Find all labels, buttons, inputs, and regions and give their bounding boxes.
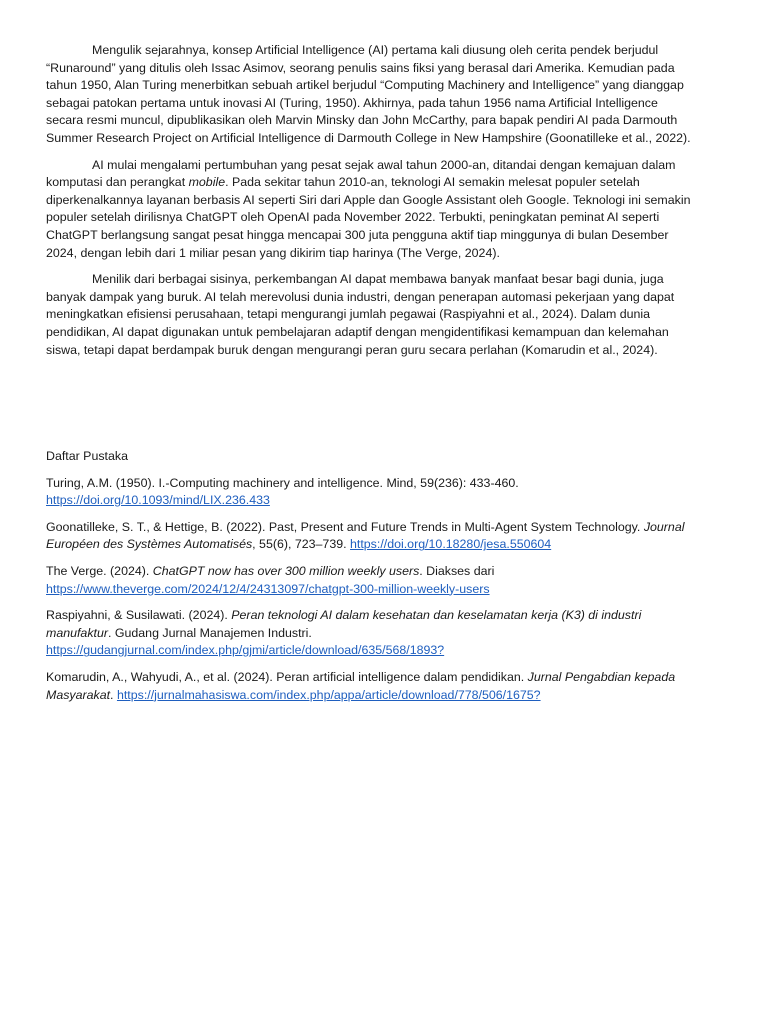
reference-text: . Gudang Jurnal Manajemen Industri. (107, 625, 312, 640)
bibliography-heading: Daftar Pustaka (46, 449, 128, 464)
paragraph-history (46, 42, 696, 148)
reference-raspiyahni (46, 607, 696, 660)
reference-link-komarudin[interactable]: https://jurnalmahasiswa.com/index.php/appa/article/download/778/506/1675? (116, 687, 541, 702)
paragraph-growth (46, 157, 696, 263)
reference-text: The Verge. (2024). (46, 564, 150, 579)
reference-text: Komarudin, A., Wahyudi, A., et al. (2024). Peran artificial intelligence dalam pendidikan. (46, 670, 525, 685)
paragraph-growth-text-end: . Pada sekitar tahun 2010-an, teknologi AI semakin melesat populer setelah diperkenalkannya layanan berbasis AI seperti Siri dari Apple dan Google Assistant oleh Google. Teknologi ini semakin populer setelah dirilisnya ChatGPT oleh OpenAI pada November 2022. Terbukti, peningkatan peminat AI seperti ChatGPT berlangsung sangat pesat hingga mencapai 300 juta pengguna aktif tiap minggunya di bulan Desember 2024, dengan lebih dari 1 miliar pesan yang dikirim tiap harinya (The Verge, 2024). (46, 175, 691, 260)
reference-link-turing[interactable]: https://doi.org/10.1093/mind/LIX.236.433 (46, 493, 270, 508)
reference-text: Goonatilleke, S. T., & Hettige, B. (2022). Past, Present and Future Trends in Multi-Agent System Technology. (46, 519, 641, 534)
section-spacer (46, 368, 696, 448)
reference-link-the-verge[interactable]: https://www.theverge.com/2024/12/4/24313097/chatgpt-300-million-weekly-users (46, 581, 490, 596)
reference-text: . Diakses dari (419, 564, 495, 579)
reference-title: ChatGPT now has over 300 million weekly users (152, 564, 420, 579)
reference-text: Turing, A.M. (1950). I.-Computing machinery and intelligence. Mind, 59(236): 433-460. (46, 475, 519, 490)
reference-link-raspiyahni[interactable]: https://gudangjurnal.com/index.php/gjmi/article/download/635/568/1893? (46, 643, 445, 658)
reference-turing (46, 475, 696, 510)
reference-journal: Journal Européen des Systèmes Automatisés (46, 519, 685, 552)
reference-text: Raspiyahni, & Susilawati. (2024). (46, 608, 228, 623)
paragraph-impact-text: Menilik dari berbagai sisinya, perkembangan AI dapat membawa banyak manfaat besar bagi dunia, juga banyak dampak yang buruk. AI telah merevolusi dunia industri, dengan penerapan automasi pekerjaan yang dapat meningkatkan efisiensi perusahaan, tetapi mengurangi jumlah pegawai (Raspiyahni et al., 2024). Dalam dunia pendidikan, AI dapat digunakan untuk pembelajaran adaptif dengan mengidentifikasi kemampuan dan kelemahan siswa, tetapi dapat berdampak buruk dengan mengurangi peran guru secara perlahan (Komarudin et al., 2024). (46, 272, 675, 357)
paragraph-impact (46, 271, 696, 359)
reference-title: Peran teknologi AI dalam kesehatan dan keselamatan kerja (K3) di industri manufaktur (46, 608, 642, 640)
paragraph-growth-text-start: AI mulai mengalami pertumbuhan yang pesat sejak awal tahun 2000-an, ditandai dengan kemajuan dalam komputasi dan perangkat (46, 157, 676, 190)
reference-text: , 55(6), 723–739. (252, 537, 347, 552)
paragraph-history-text: Mengulik sejarahnya, konsep Artificial Intelligence (AI) pertama kali diusung oleh cerita pendek berjudul “Runaround” yang ditulis oleh Issac Asimov, seorang penulis sains fiksi yang berasal dari Amerika. Kemudian pada tahun 1950, Alan Turing menerbitkan sebuah artikel berjudul “Computing Machinery and Intelligence” yang dianggap sebagai patokan pertama untuk inovasi AI (Turing, 1950). Akhirnya, pada tahun 1956 nama Artificial Intelligence secara resmi muncul, dipublikasikan oleh Marvin Minsky dan John McCarthy, para bapak pendiri AI pada Darmouth Summer Research Project on Artificial Intelligence di Darmouth College in New Hampshire (Goonatilleke et al., 2022). (46, 43, 691, 145)
document-page (46, 42, 696, 713)
paragraph-growth-italic: mobile (188, 175, 226, 190)
reference-text: . (110, 687, 114, 702)
reference-the-verge (46, 563, 696, 598)
reference-link-goonatilleke[interactable]: https://doi.org/10.18280/jesa.550604 (350, 537, 552, 552)
reference-journal: Jurnal Pengabdian kepada Masyarakat (46, 670, 676, 702)
reference-komarudin (46, 669, 696, 704)
reference-goonatilleke (46, 519, 696, 554)
